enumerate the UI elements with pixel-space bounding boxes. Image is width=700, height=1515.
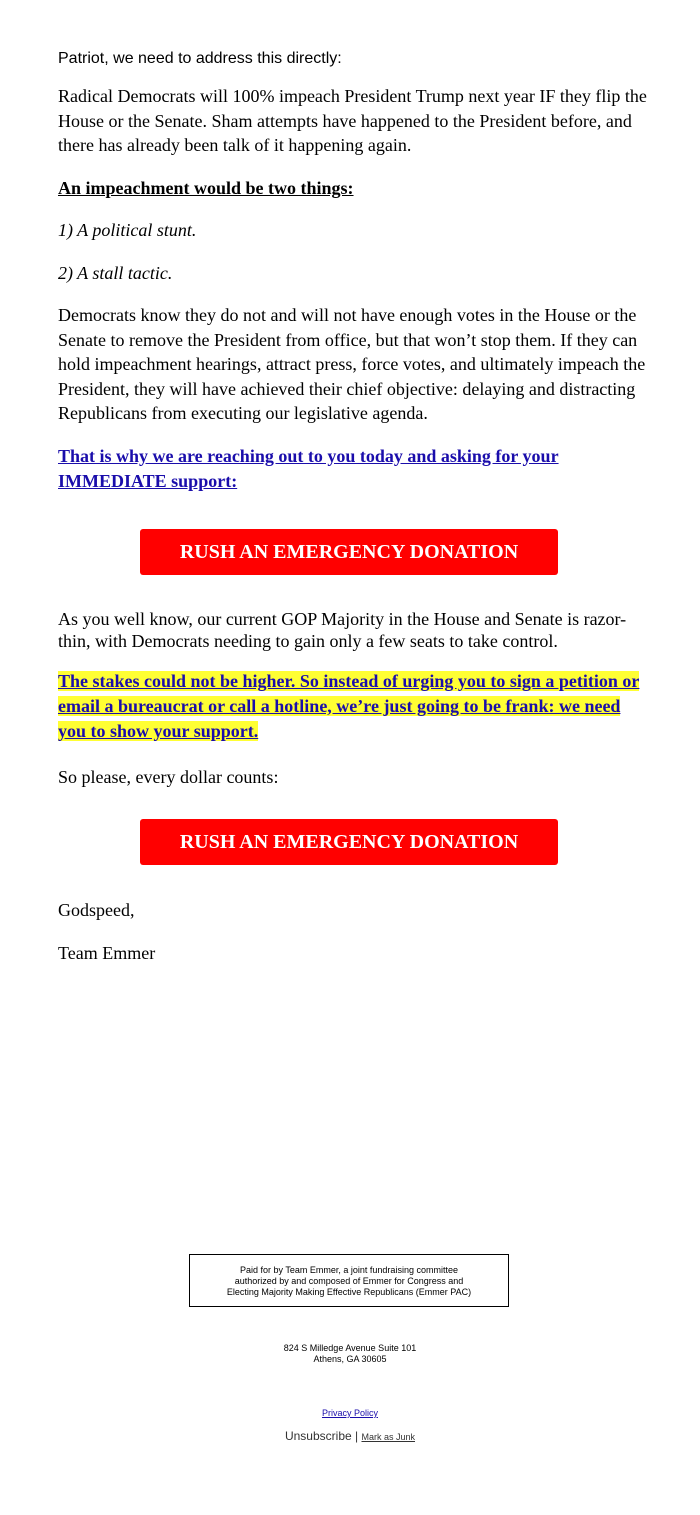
list-item-stunt: 1) A political stunt. [58, 220, 197, 240]
mailing-address [0, 1343, 700, 1365]
privacy-policy-link[interactable]: Privacy Policy [321, 1408, 378, 1418]
donation-button-row-1 [58, 529, 648, 575]
signature: Team Emmer [58, 942, 156, 963]
separator: | [355, 1429, 359, 1443]
unsubscribe-link[interactable]: Unsubscribe [284, 1429, 352, 1443]
democrats-paragraph: Democrats know they do not and will not have enough votes in the House or the Senate to remove the President from office, but that won’t stop them. If they can hold impeachment hearings, attract press, force votes, and ultimately impeach the President, they will have achieved their chief objective: delaying and distracting Republicans from executing our legislative agenda. [58, 305, 646, 423]
donate-button-1[interactable]: RUSH AN EMERGENCY DONATION [140, 529, 558, 575]
disclaimer-line: authorized by and composed of Emmer for Congress and [234, 1276, 464, 1286]
immediate-support-link[interactable]: That is why we are reaching out to you today and asking for your IMMEDIATE support: [58, 445, 559, 491]
signoff: Godspeed, [58, 900, 135, 920]
donation-button-row-2 [58, 819, 648, 865]
mark-as-junk-link[interactable]: Mark as Junk [361, 1432, 416, 1442]
privacy-row [0, 1408, 700, 1419]
majority-paragraph: As you well know, our current GOP Majority in the House and Senate is razor-thin, with Democrats needing to gain only a few seats to take control. [58, 608, 627, 651]
paid-for-disclaimer [189, 1254, 509, 1307]
intro-paragraph: Radical Democrats will 100% impeach President Trump next year IF they flip the House or the Senate. Sham attempts have happened to the President before, and there has already been talk of it happening again. [58, 86, 647, 155]
stakes-link-text: The stakes could not be higher. So instead of urging you to sign a petition or email a bureaucrat or call a hotline, we’re just going to be frank: we need you to show your support. [58, 670, 640, 741]
dollar-counts-paragraph: So please, every dollar counts: [58, 766, 279, 787]
list-item-stall: 2) A stall tactic. [58, 262, 173, 283]
disclaimer-line: Paid for by Team Emmer, a joint fundraising committee [240, 1265, 458, 1275]
greeting: Patriot, we need to address this directly: [58, 50, 342, 67]
address-line: Athens, GA 30605 [313, 1354, 387, 1364]
address-line: 824 S Milledge Avenue Suite 101 [283, 1343, 417, 1353]
donate-button-2[interactable]: RUSH AN EMERGENCY DONATION [140, 819, 558, 865]
disclaimer-line: Electing Majority Making Effective Republicans (Emmer PAC) [226, 1287, 472, 1297]
unsubscribe-row [0, 1429, 700, 1444]
stakes-link[interactable] [58, 669, 648, 744]
email-body [58, 48, 648, 983]
impeachment-heading: An impeachment would be two things: [58, 177, 354, 198]
